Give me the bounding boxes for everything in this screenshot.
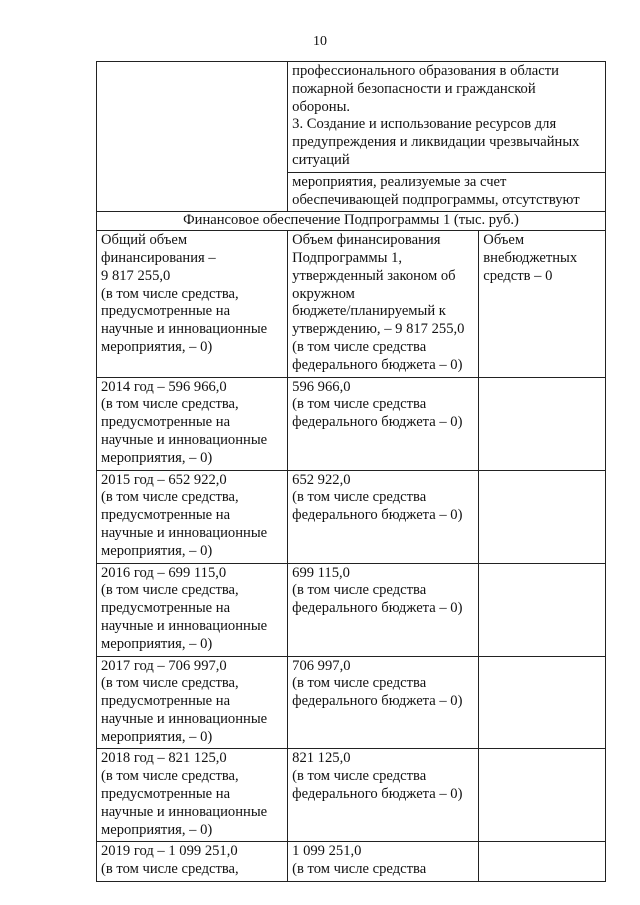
page-number: 10 [313, 34, 327, 49]
year-extra-cell [479, 749, 606, 842]
table-row [97, 842, 606, 882]
table-row [97, 656, 606, 749]
year-extra-cell [479, 377, 606, 470]
year-extra-cell [479, 656, 606, 749]
financing-header: Финансовое обеспечение Подпрограммы 1 (тыс. руб.) [97, 212, 606, 231]
budget-financing-cell: Объем финансирования Подпрограммы 1, утвержденный законом об окружном бюджете/планируемый к утверждению, – 9 817 255,0 (в том числе средства федерального бюджета – 0) [288, 231, 479, 377]
year-total-cell: 2018 год – 821 125,0 (в том числе средства, предусмотренные на научные и инновационные мероприятия, – 0) [97, 749, 288, 842]
total-financing-cell: Общий объем финансирования – 9 817 255,0 (в том числе средства, предусмотренные на научные и инновационные мероприятия, – 0) [97, 231, 288, 377]
year-budget-cell: 652 922,0 (в том числе средства федерального бюджета – 0) [288, 470, 479, 563]
year-extra-cell [479, 563, 606, 656]
year-budget-cell: 699 115,0 (в том числе средства федерального бюджета – 0) [288, 563, 479, 656]
tasks-row [97, 62, 606, 173]
tasks-cell: профессионального образования в области пожарной безопасности и гражданской обороны. 3. Создание и использование ресурсов для предупреждения и ликвидации чрезвычайных ситуаций [288, 62, 606, 173]
extra-budget-cell: Объем внебюджетных средств – 0 [479, 231, 606, 377]
financing-table [96, 61, 606, 882]
year-total-cell: 2016 год – 699 115,0 (в том числе средства, предусмотренные на научные и инновационные мероприятия, – 0) [97, 563, 288, 656]
year-budget-cell: 1 099 251,0 (в том числе средства [288, 842, 479, 882]
year-extra-cell [479, 842, 606, 882]
year-total-cell: 2015 год – 652 922,0 (в том числе средства, предусмотренные на научные и инновационные мероприятия, – 0) [97, 470, 288, 563]
summary-row [97, 231, 606, 377]
table-row [97, 470, 606, 563]
year-budget-cell: 596 966,0 (в том числе средства федерального бюджета – 0) [288, 377, 479, 470]
table-row [97, 749, 606, 842]
year-budget-cell: 706 997,0 (в том числе средства федерального бюджета – 0) [288, 656, 479, 749]
year-extra-cell [479, 470, 606, 563]
empty-label-cell [97, 62, 288, 212]
table-row [97, 563, 606, 656]
events-cell: мероприятия, реализуемые за счет обеспечивающей подпрограммы, отсутствуют [288, 172, 606, 212]
year-total-cell: 2014 год – 596 966,0 (в том числе средства, предусмотренные на научные и инновационные мероприятия, – 0) [97, 377, 288, 470]
year-total-cell: 2019 год – 1 099 251,0 (в том числе средства, [97, 842, 288, 882]
year-total-cell: 2017 год – 706 997,0 (в том числе средства, предусмотренные на научные и инновационные мероприятия, – 0) [97, 656, 288, 749]
financing-header-row [97, 212, 606, 231]
year-budget-cell: 821 125,0 (в том числе средства федерального бюджета – 0) [288, 749, 479, 842]
table-row [97, 377, 606, 470]
